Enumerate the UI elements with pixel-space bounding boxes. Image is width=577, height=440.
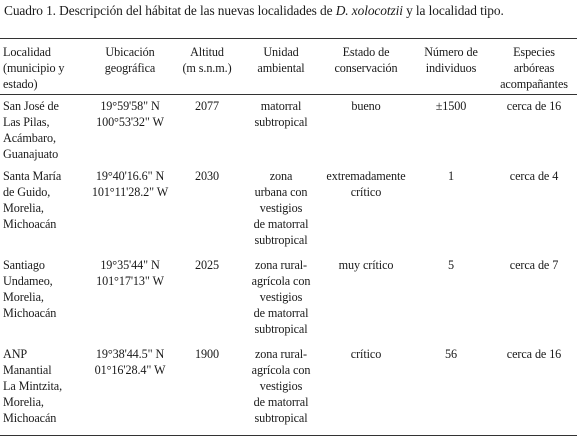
caption-suffix: y la localidad tipo. <box>402 3 504 18</box>
row1-altitud: 2077 <box>195 99 219 113</box>
row1-estado: bueno <box>351 99 381 113</box>
row3-estado: muy crítico <box>338 258 394 272</box>
header-altitud: Altitud (m s.n.m.) <box>182 45 232 75</box>
row3-ubicacion: 19°35'44" N 101°17'13" W <box>96 258 164 288</box>
row2-especies: cerca de 4 <box>509 169 559 183</box>
row2-estado: extremadamente crítico <box>326 169 406 199</box>
header-unidad: Unidad ambiental <box>257 45 305 75</box>
header-ubicacion: Ubicación geográfica <box>104 45 156 75</box>
table-bottom-rule <box>0 435 577 436</box>
row1-localidad: San José de Las Pilas, Acámbaro, Guanajuato <box>3 99 59 161</box>
row3-unidad: zona rural- agrícola con vestigios de matorral subtropical <box>251 258 311 336</box>
row4-altitud: 1900 <box>195 347 219 361</box>
row1-ubicacion: 19°59'58" N 100°53'32" W <box>96 99 164 129</box>
row4-especies: cerca de 16 <box>506 347 562 361</box>
row1-unidad: matorral subtropical <box>254 99 308 129</box>
caption-prefix: Cuadro 1. Descripción del hábitat de las nuevas localidades de <box>4 3 336 18</box>
row3-altitud: 2025 <box>195 258 219 272</box>
row4-localidad: ANP Manantial La Mintzita, Morelia, Michoacán <box>3 347 63 425</box>
row2-unidad: zona urbana con vestigios de matorral subtropical <box>253 169 309 247</box>
row4-ubicacion: 19°38'44.5" N 01°16'28.4" W <box>94 347 166 377</box>
header-estado: Estado de conservación <box>334 45 398 75</box>
row2-numero: 1 <box>448 169 454 183</box>
row4-estado: crítico <box>350 347 382 361</box>
row1-especies: cerca de 16 <box>506 99 562 113</box>
row4-unidad: zona rural- agrícola con vestigios de matorral subtropical <box>251 347 311 425</box>
header-bottom-rule <box>0 94 577 95</box>
header-especies: Especies arbóreas acompañantes <box>500 45 568 91</box>
table-top-rule <box>0 38 577 39</box>
row2-localidad: Santa María de Guido, Morelia, Michoacán <box>3 169 62 231</box>
table-caption <box>4 3 504 19</box>
header-numero: Número de individuos <box>424 45 478 75</box>
row2-ubicacion: 19°40'16.6" N 101°11'28.2" W <box>91 169 169 199</box>
row2-altitud: 2030 <box>195 169 219 183</box>
row1-numero: ±1500 <box>435 99 467 113</box>
row3-localidad: Santiago Undameo, Morelia, Michoacán <box>3 258 57 320</box>
row3-especies: cerca de 7 <box>509 258 559 272</box>
header-localidad: Localidad (municipio y estado) <box>3 45 65 91</box>
row4-numero: 56 <box>445 347 457 361</box>
row3-numero: 5 <box>448 258 454 272</box>
caption-species-name: D. xolocotzii <box>335 3 403 18</box>
